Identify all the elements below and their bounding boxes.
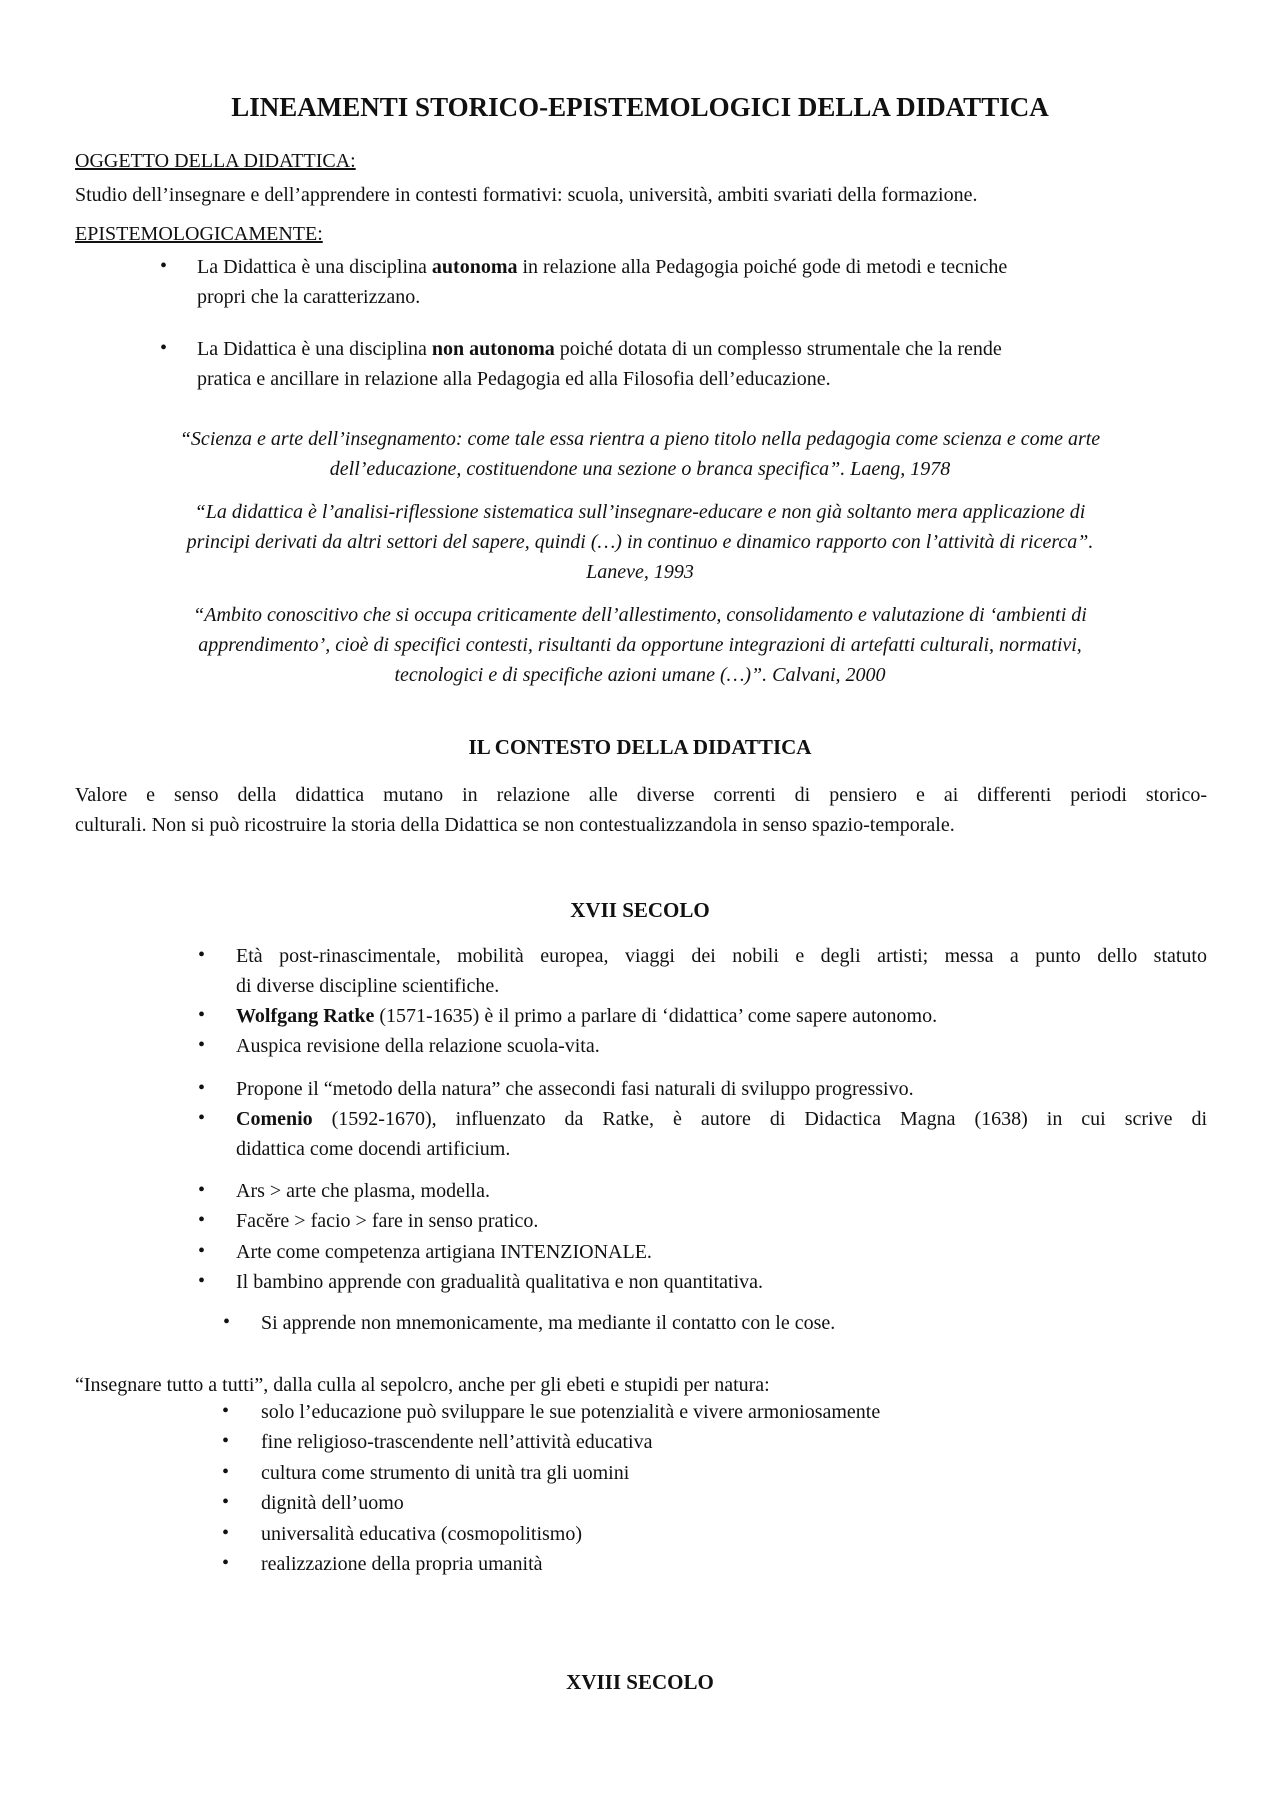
section-heading-contesto: IL CONTESTO DELLA DIDATTICA xyxy=(468,735,812,759)
xvii-item: Età post-rinascimentale, mobilità europea, viaggi dei nobili e degli artisti; messa a punto dello statuto xyxy=(236,945,1207,967)
contesto-line1: Valore e senso della didattica mutano in relazione alle diverse correnti di pensiero e ai differenti periodi storico- xyxy=(75,784,1207,806)
bullet-icon: • xyxy=(198,1179,206,1201)
quote-laneve: “La didattica è l’analisi-riflessione sistematica sull’insegnare-educare e non già soltanto mera applicazione di principi derivati da altri settori del sapere, quindi (…) in continuo e dinamico rapporto con l’attività di ricerca”. Laneve, 1993 xyxy=(186,501,1094,583)
bullet-icon: • xyxy=(160,255,168,277)
insegnare-item: fine religioso-trascendente nell’attività educativa xyxy=(261,1431,653,1453)
oggetto-text: Studio dell’insegnare e dell’apprendere in contesti formativi: scuola, università, ambiti svariati della formazione. xyxy=(75,184,978,206)
bullet-icon: • xyxy=(222,1461,230,1483)
epistemo-item-line2: propri che la caratterizzano. xyxy=(197,286,421,308)
quote-calvani: “Ambito conoscitivo che si occupa criticamente dell’allestimento, consolidamento e valutazione di ‘ambienti di apprendimento’, cioè di specifici contesti, risultanti da opportune integrazioni di artefatti culturali, normativi, tecnologici e di specifiche azioni umane (…)”. Calvani, 2000 xyxy=(193,604,1087,686)
xvii-item: Si apprende non mnemonicamente, ma mediante il contatto con le cose. xyxy=(261,1312,836,1334)
bullet-icon: • xyxy=(198,1077,206,1099)
contesto-line2: culturali. Non si può ricostruire la storia della Didattica se non contestualizzandola in senso spazio-temporale. xyxy=(75,814,955,836)
bullet-icon: • xyxy=(198,1107,206,1129)
xvii-item-line2: didattica come docendi artificium. xyxy=(236,1138,511,1160)
section-heading-xviii: XVIII SECOLO xyxy=(566,1670,714,1694)
bullet-icon: • xyxy=(222,1522,230,1544)
bullet-icon: • xyxy=(160,337,168,359)
quote-laeng: “Scienza e arte dell’insegnamento: come tale essa rientra a pieno titolo nella pedagogia come scienza e come arte dell’educazione, costituendone una sezione o branca specifica”. Laeng, 1978 xyxy=(179,428,1101,480)
insegnare-item: solo l’educazione può sviluppare le sue potenzialità e vivere armoniosamente xyxy=(261,1401,881,1423)
bullet-icon: • xyxy=(198,1240,206,1262)
bullet-icon: • xyxy=(222,1552,230,1574)
bullet-icon: • xyxy=(198,1270,206,1292)
bullet-icon: • xyxy=(198,944,206,966)
insegnare-item: cultura come strumento di unità tra gli uomini xyxy=(261,1462,630,1484)
section-heading-xvii: XVII SECOLO xyxy=(570,898,710,922)
insegnare-intro: “Insegnare tutto a tutti”, dalla culla al sepolcro, anche per gli ebeti e stupidi per natura: xyxy=(75,1374,770,1396)
xvii-item: Facĕre > facio > fare in senso pratico. xyxy=(236,1210,539,1232)
insegnare-item: realizzazione della propria umanità xyxy=(261,1553,543,1575)
xvii-item: Arte come competenza artigiana INTENZIONALE. xyxy=(236,1241,652,1263)
page-title: LINEAMENTI STORICO-EPISTEMOLOGICI DELLA DIDATTICA xyxy=(231,92,1049,122)
xvii-item: Wolfgang Ratke (1571-1635) è il primo a parlare di ‘didattica’ come sapere autonomo. xyxy=(236,1005,938,1027)
xvii-item: Propone il “metodo della natura” che assecondi fasi naturali di sviluppo progressivo. xyxy=(236,1078,914,1100)
bullet-icon: • xyxy=(222,1400,230,1422)
xvii-item: Il bambino apprende con gradualità qualitativa e non quantitativa. xyxy=(236,1271,764,1293)
bullet-icon: • xyxy=(223,1311,231,1333)
insegnare-item: dignità dell’uomo xyxy=(261,1492,404,1514)
xvii-item: Auspica revisione della relazione scuola-vita. xyxy=(236,1035,600,1057)
oggetto-label: OGGETTO DELLA DIDATTICA: xyxy=(75,150,356,172)
epistemo-item: La Didattica è una disciplina autonoma in relazione alla Pedagogia poiché gode di metodi e tecniche xyxy=(197,256,1008,278)
bullet-icon: • xyxy=(198,1034,206,1056)
bullet-icon: • xyxy=(222,1430,230,1452)
epistemo-item-line2: pratica e ancillare in relazione alla Pedagogia ed alla Filosofia dell’educazione. xyxy=(197,368,831,390)
bullet-icon: • xyxy=(222,1491,230,1513)
epistemo-label: EPISTEMOLOGICAMENTE: xyxy=(75,223,323,245)
xvii-item-line2: di diverse discipline scientifiche. xyxy=(236,975,500,997)
bullet-icon: • xyxy=(198,1209,206,1231)
epistemo-item: La Didattica è una disciplina non autonoma poiché dotata di un complesso strumentale che la rende xyxy=(197,338,1002,360)
insegnare-item: universalità educativa (cosmopolitismo) xyxy=(261,1523,583,1545)
xvii-item: Ars > arte che plasma, modella. xyxy=(236,1180,490,1202)
bullet-icon: • xyxy=(198,1004,206,1026)
xvii-item: Comenio (1592-1670), influenzato da Ratke, è autore di Didactica Magna (1638) in cui scrive di xyxy=(236,1108,1207,1130)
